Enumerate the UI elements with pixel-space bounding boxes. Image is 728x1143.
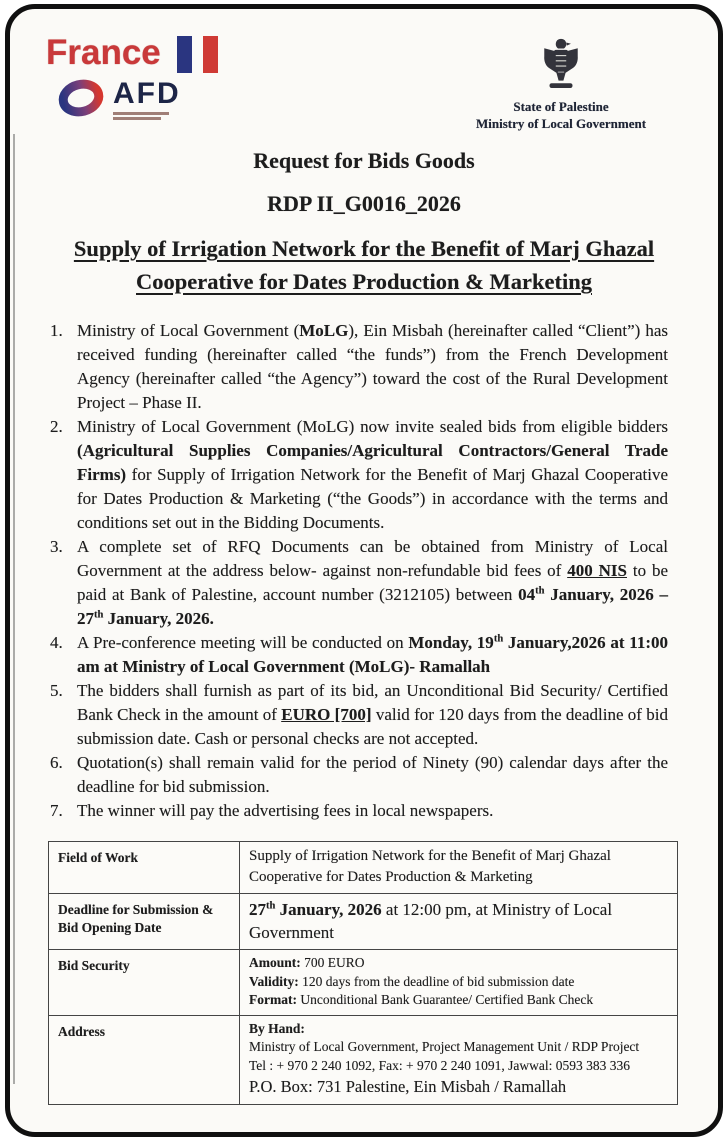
document-page — [5, 4, 723, 1137]
afd-wordmark: AFD — [113, 77, 181, 110]
reference-number: RDP II_G0016_2026 — [267, 191, 461, 216]
list-item-text: A complete set of RFQ Documents can be obtained from Ministry of Local Government at the address below- against non-refundable bid fees of 400 NIS to be paid at Bank of Palestine, account number (3212105) between 04th January, 2026 – 27th January, 2026. — [77, 537, 668, 628]
list-item-number: 4. — [50, 633, 63, 652]
list-item-1 — [50, 319, 668, 415]
list-item-7 — [50, 799, 668, 823]
list-item-text: Ministry of Local Government (MoLG) now invite sealed bids from eligible bidders (Agricultural Supplies Companies/Agricultural Contractors/General Trade Firms) for Supply of Irrigation Network for the Benefit of Marj Ghazal Cooperative for Dates Production & Marketing (“the Goods”) in accordance with the terms and conditions set out in the Bidding Documents. — [77, 417, 668, 532]
list-item-number: 7. — [50, 801, 63, 820]
field-label: Address — [49, 1015, 240, 1105]
list-item-number: 6. — [50, 753, 63, 772]
field-value: 27th January, 2026 at 12:00 pm, at Ministry of Local Government — [240, 894, 678, 950]
list-item-text: Ministry of Local Government (MoLG), Ein Misbah (hereinafter called “Client”) has received funding (hereinafter called “the funds”) from the French Development Agency (hereinafter called “the Agency”) toward the cost of the Rural Development Project – Phase II. — [77, 321, 669, 412]
afd-logo — [56, 77, 218, 124]
ministry-name: Ministry of Local Government — [475, 116, 647, 131]
field-value: Supply of Irrigation Network for the Benefit of Marj Ghazal Cooperative for Dates Production & Marketing — [240, 842, 678, 894]
list-item-text: The bidders shall furnish as part of its bid, an Unconditional Bid Security/ Certified Bank Check in the amount of EURO [700] valid for 120 days from the deadline of bid submission date. Cash or personal checks are not accepted. — [77, 681, 668, 748]
document-header — [10, 9, 718, 132]
france-wordmark: France — [46, 33, 161, 72]
bid-info-table — [48, 841, 678, 1105]
palestine-header — [446, 33, 676, 132]
scan-edge-line — [13, 134, 15, 1084]
table-row-bid-security — [49, 950, 678, 1016]
field-value: Amount: 700 EURO Validity: 120 days from the deadline of bid submission date Format: Unconditional Bank Guarantee/ Certified Bank Check — [240, 950, 678, 1016]
list-item-number: 5. — [50, 681, 63, 700]
list-item-text: Quotation(s) shall remain valid for the period of Ninety (90) calendar days after the deadline for bid submission. — [77, 753, 668, 796]
list-item-6 — [50, 751, 668, 799]
list-item-text: The winner will pay the advertising fees in local newspapers. — [77, 801, 494, 820]
subject-title: Supply of Irrigation Network for the Benefit of Marj Ghazal Cooperative for Dates Production & Marketing — [73, 236, 655, 294]
flag-bar-blue — [177, 36, 192, 73]
list-item-number: 1. — [50, 321, 63, 340]
afd-ring-icon — [56, 77, 106, 124]
list-item-3 — [50, 535, 668, 631]
title-block — [10, 148, 718, 298]
list-item-number: 3. — [50, 537, 63, 556]
list-item-2 — [50, 415, 668, 535]
list-item-5 — [50, 679, 668, 751]
bid-notice-list — [50, 319, 668, 823]
france-afd-logo — [46, 33, 218, 124]
list-item-text: A Pre-conference meeting will be conducted on Monday, 19th January,2026 at 11:00 am at Ministry of Local Government (MoLG)- Ramallah — [77, 633, 668, 676]
table-row-deadline — [49, 894, 678, 950]
flag-bar-red — [203, 36, 218, 73]
afd-tagline — [113, 112, 181, 122]
field-label: Deadline for Submission & Bid Opening Date — [49, 894, 240, 950]
field-label: Field of Work — [49, 842, 240, 894]
french-flag-icon — [177, 36, 218, 73]
list-item-number: 2. — [50, 417, 63, 436]
table-row-field-of-work — [49, 842, 678, 894]
field-value: By Hand: Ministry of Local Government, Project Management Unit / RDP Project Tel : + 970 2 240 1092, Fax: + 970 2 240 1091, Jawwal: 0593 383 336 P.O. Box: 731 Palestine, Ein Misbah / Ramallah — [240, 1015, 678, 1105]
list-item-4 — [50, 631, 668, 679]
field-label: Bid Security — [49, 950, 240, 1016]
table-row-address — [49, 1015, 678, 1105]
doc-type-title: Request for Bids Goods — [253, 148, 475, 173]
state-name: State of Palestine — [513, 99, 609, 114]
palestine-emblem-icon — [538, 37, 584, 98]
